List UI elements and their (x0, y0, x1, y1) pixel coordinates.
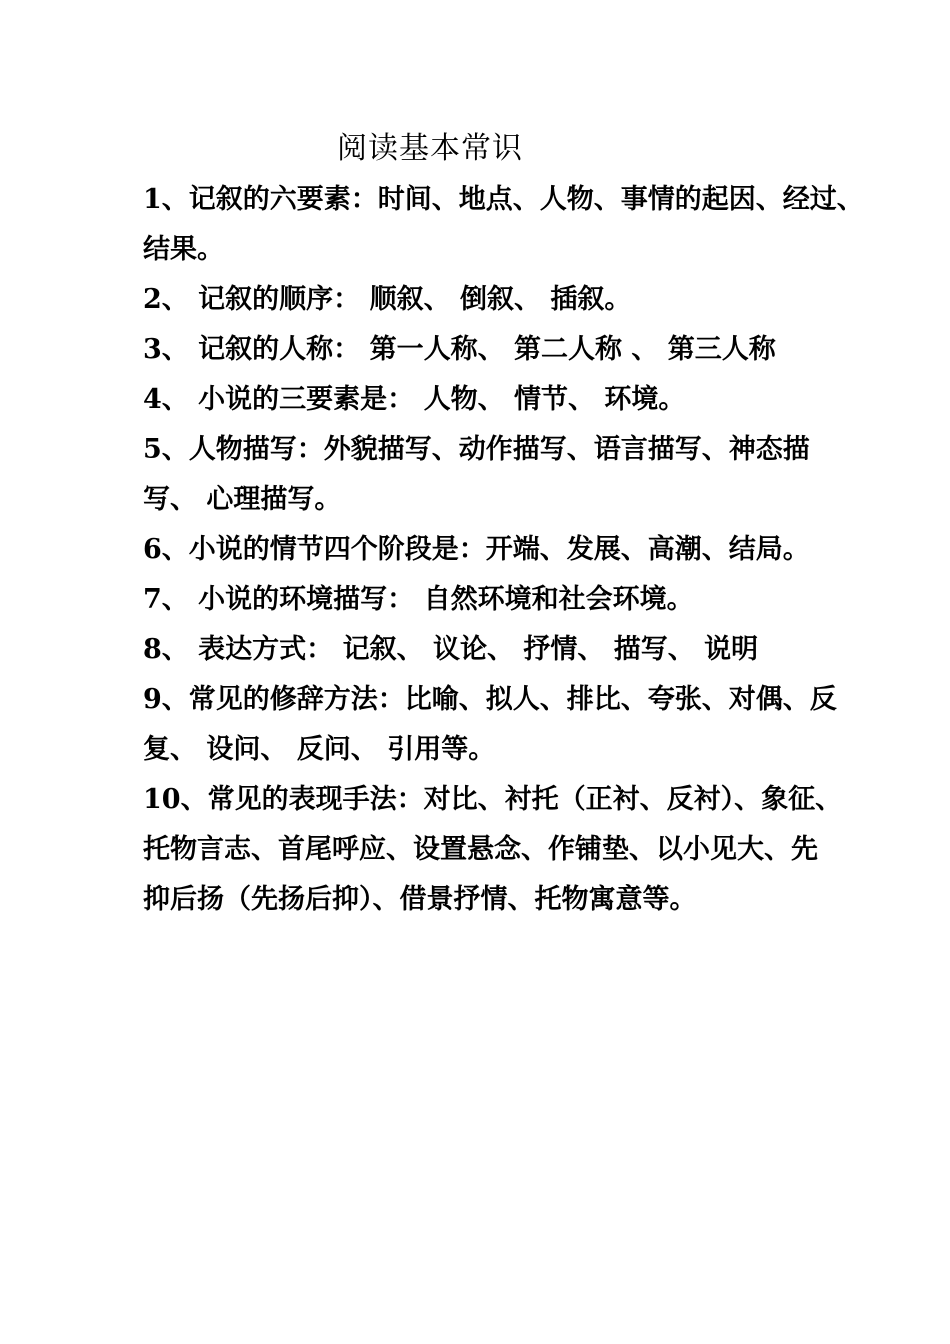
text-line-8: 6、小说的情节四个阶段是：开端、发展、高潮、结局。 (143, 534, 810, 565)
text-line-15: 抑后扬（先扬后抑）、借景抒情、托物寓意等。 (143, 884, 697, 915)
page-title: 阅读基本常识 (337, 131, 523, 166)
text-line-6: 5、人物描写：外貌描写、动作描写、语言描写、神态描 (143, 434, 810, 465)
text-line-3: 2、 记叙的顺序： 顺叙、 倒叙、 插叙。 (143, 284, 632, 315)
text-line-9: 7、 小说的环境描写： 自然环境和社会环境。 (143, 584, 694, 615)
text-line-13: 10、常见的表现手法：对比、衬托（正衬、反衬）、象征、 (143, 784, 843, 815)
text-line-4: 3、 记叙的人称： 第一人称、 第二人称 、 第三人称 (143, 334, 776, 365)
text-line-11: 9、常见的修辞方法：比喻、拟人、排比、夸张、对偶、反 (143, 684, 837, 715)
text-line-12: 复、 设问、 反问、 引用等。 (143, 734, 496, 765)
text-line-1: 1、记叙的六要素：时间、地点、人物、事情的起因、经过、 (143, 184, 864, 215)
text-line-10: 8、 表达方式： 记叙、 议论、 抒情、 描写、 说明 (143, 634, 759, 665)
text-line-7: 写、 心理描写。 (143, 484, 342, 515)
text-line-2: 结果。 (143, 234, 224, 265)
text-line-14: 托物言志、首尾呼应、设置悬念、作铺垫、以小见大、先 (143, 834, 818, 865)
text-line-5: 4、 小说的三要素是： 人物、 情节、 环境。 (143, 384, 686, 415)
